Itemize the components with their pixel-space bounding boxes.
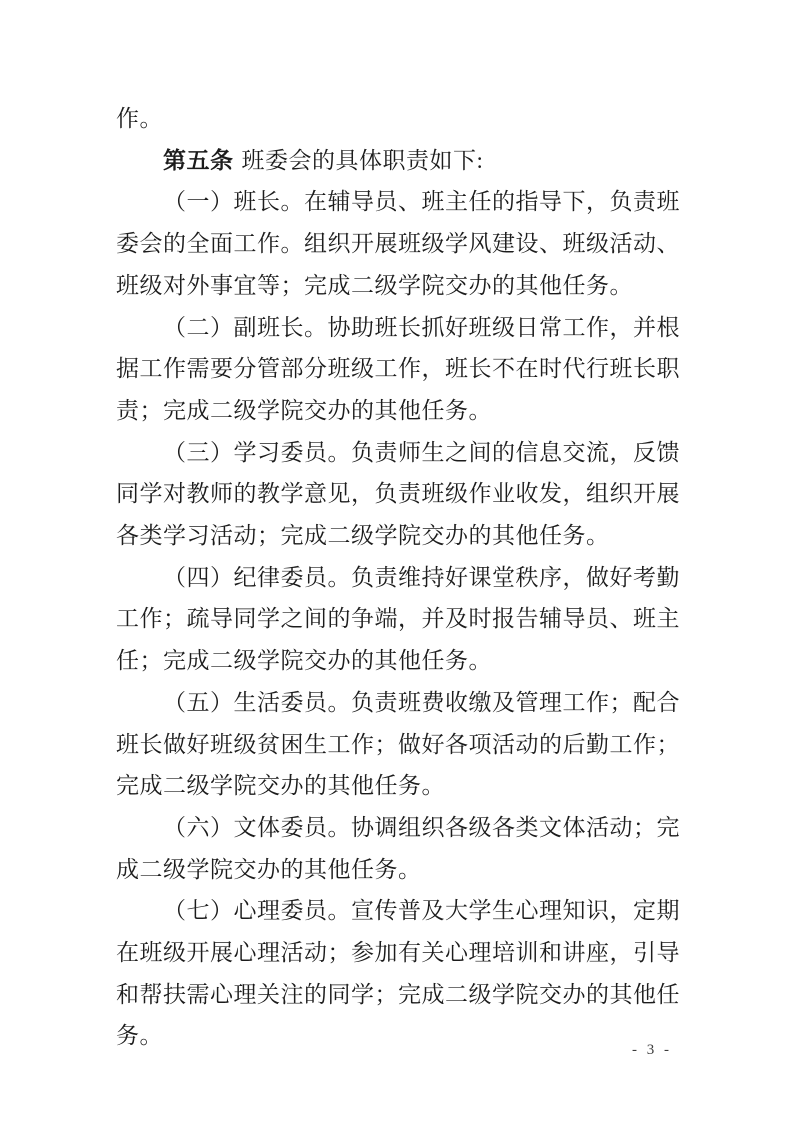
clause-item-2: （二）副班长。协助班长抓好班级日常工作，并根据工作需要分管部分班级工作，班长不在时代行班长职责；完成二级学院交办的其他任务。 [116, 314, 680, 423]
article-number: 第五条 [163, 147, 234, 173]
clause-item-4: （四）纪律委员。负责维持好课堂秩序，做好考勤工作；疏导同学之间的争端，并及时报告辅导员、班主任；完成二级学院交办的其他任务。 [116, 564, 680, 674]
clause-item-1: （一）班长。在辅导员、班主任的指导下，负责班委会的全面工作。组织开展班级学风建设、班级活动、班级对外事宜等；完成二级学院交办的其他任务。 [116, 189, 680, 298]
article-title: 班委会的具体职责如下: [241, 147, 484, 173]
clause-item-3: （三）学习委员。负责师生之间的信息交流，反馈同学对教师的教学意见，负责班级作业收发，组织开展各类学习活动；完成二级学院交办的其他任务。 [116, 439, 680, 549]
clause-item-5: （五）生活委员。负责班费收缴及管理工作；配合班长做好班级贫困生工作；做好各项活动的后勤工作；完成二级学院交办的其他任务。 [116, 689, 680, 799]
article-heading [116, 140, 680, 182]
page-number: - 3 - [632, 1042, 672, 1058]
document-body [116, 98, 680, 1057]
clause-item-7: （七）心理委员。宣传普及大学生心理知识，定期在班级开展心理活动；参加有关心理培训和讲座，引导和帮扶需心理关注的同学；完成二级学院交办的其他任务。 [116, 898, 680, 1049]
continuation-paragraph: 作。 [116, 106, 163, 131]
clause-item-6: （六）文体委员。协调组织各级各类文体活动；完成二级学院交办的其他任务。 [116, 814, 680, 882]
